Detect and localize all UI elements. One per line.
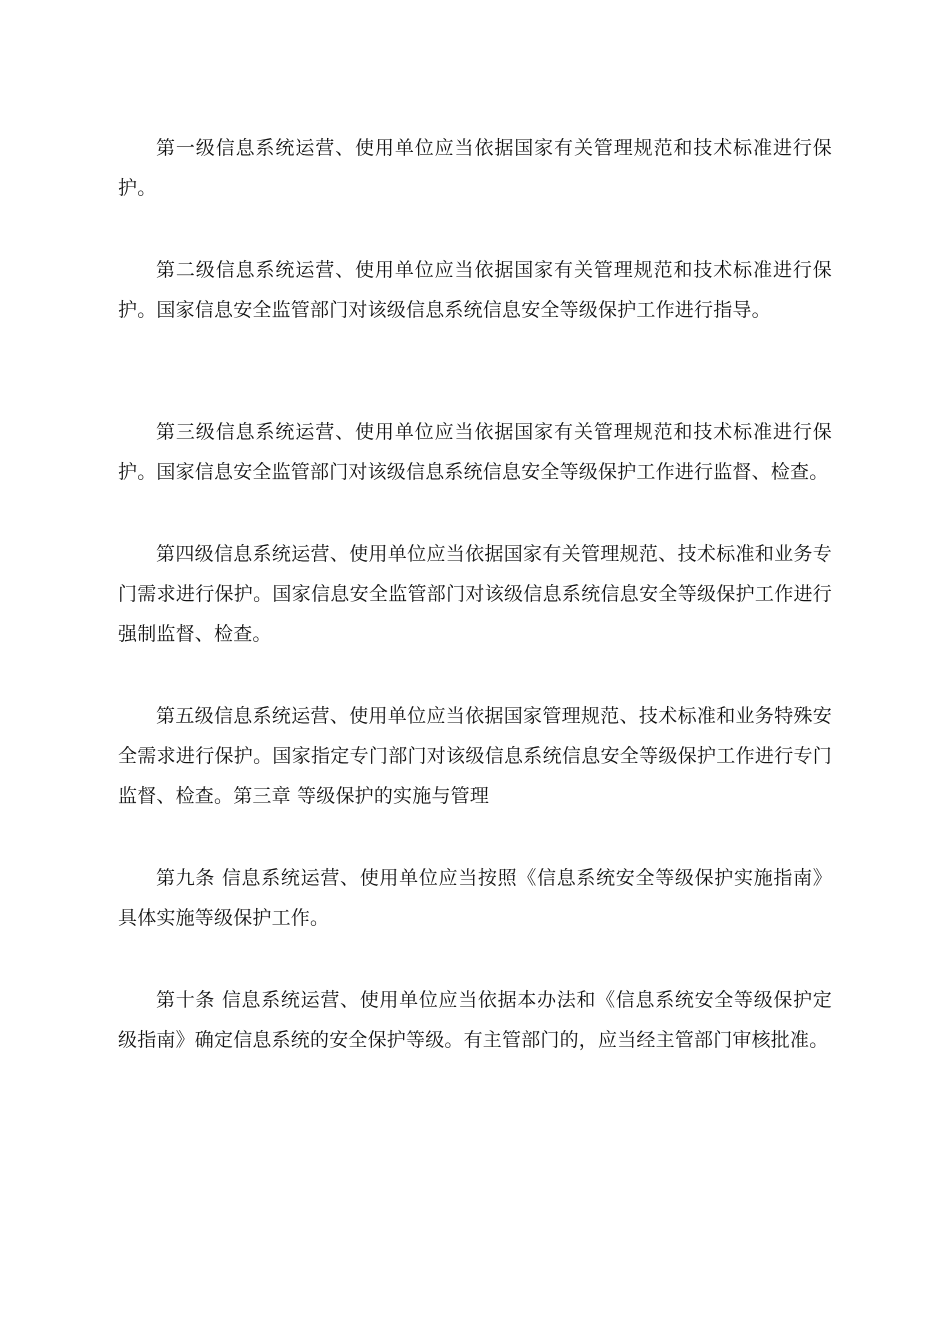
paragraph-level-1: 第一级信息系统运营、使用单位应当依据国家有关管理规范和技术标准进行保护。 [118,137,832,199]
paragraph-level-3: 第三级信息系统运营、使用单位应当依据国家有关管理规范和技术标准进行保护。国家信息安全监管部门对该级信息系统信息安全等级保护工作进行监督、检查。 [118,421,832,483]
paragraph-article-9: 第九条 信息系统运营、使用单位应当按照《信息系统安全等级保护实施指南》具体实施等级保护工作。 [118,867,832,929]
paragraph-article-10: 第十条 信息系统运营、使用单位应当依据本办法和《信息系统安全等级保护定级指南》确定信息系统的安全保护等级。有主管部门的，应当经主管部门审核批准。 [118,989,832,1051]
paragraph-level-5: 第五级信息系统运营、使用单位应当依据国家管理规范、技术标准和业务特殊安全需求进行保护。国家指定专门部门对该级信息系统信息安全等级保护工作进行专门监督、检查。第三章 等级保护的实施与管理 [118,705,832,807]
paragraph-level-2: 第二级信息系统运营、使用单位应当依据国家有关管理规范和技术标准进行保护。国家信息安全监管部门对该级信息系统信息安全等级保护工作进行指导。 [118,259,832,321]
document-body [118,128,832,1060]
paragraph-level-4: 第四级信息系统运营、使用单位应当依据国家有关管理规范、技术标准和业务专门需求进行保护。国家信息安全监管部门对该级信息系统信息安全等级保护工作进行强制监督、检查。 [118,543,832,645]
